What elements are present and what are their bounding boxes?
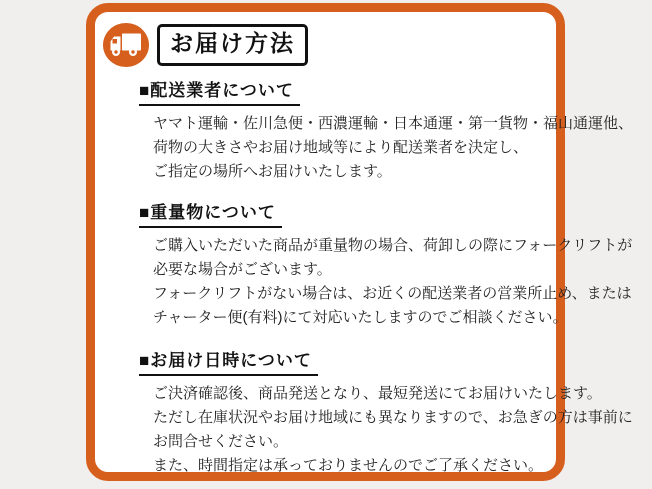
body-line: ご購入いただいた商品が重量物の場合、荷卸しの際にフォークリフトが [153,237,633,254]
section-heavy-items-body [153,234,633,330]
section-delivery-datetime-body [153,382,633,478]
body-line: お問合せください。 [153,433,289,450]
delivery-truck-icon [103,22,149,68]
section-delivery-datetime-heading: ■お届け日時について [139,346,318,376]
body-line: ご指定の場所へお届けいたします。 [153,163,392,180]
panel-header [103,22,556,68]
section-delivery-datetime [95,330,633,478]
section-heavy-items [95,184,633,330]
section-heavy-items-heading: ■重量物について [139,198,282,228]
section-carriers-body [153,112,634,184]
body-line: ただし在庫状況やお届け地域にも異なりますので、お急ぎの方は事前に [153,409,633,426]
body-line: 荷物の大きさやお届け地域等により配送業者を決定し、 [153,139,529,156]
page-title: お届け方法 [157,24,308,66]
body-line: また、時間指定は承っておりませんのでご了承ください。 [153,457,544,474]
section-carriers [95,68,634,184]
delivery-info-panel [86,3,634,481]
body-line: 必要な場合がございます。 [153,261,332,278]
body-line: フォークリフトがない場合は、お近くの配送業者の営業所止め、または [153,285,632,302]
section-carriers-heading: ■配送業者について [139,76,300,106]
body-line: ご決済確認後、商品発送となり、最短発送にてお届けいたします。 [153,385,602,402]
body-line: チャーター便(有料)にて対応いたしますのでご相談ください。 [153,309,568,326]
body-line: ヤマト運輸・佐川急便・西濃運輸・日本通運・第一貨物・福山通運他、 [153,115,634,132]
